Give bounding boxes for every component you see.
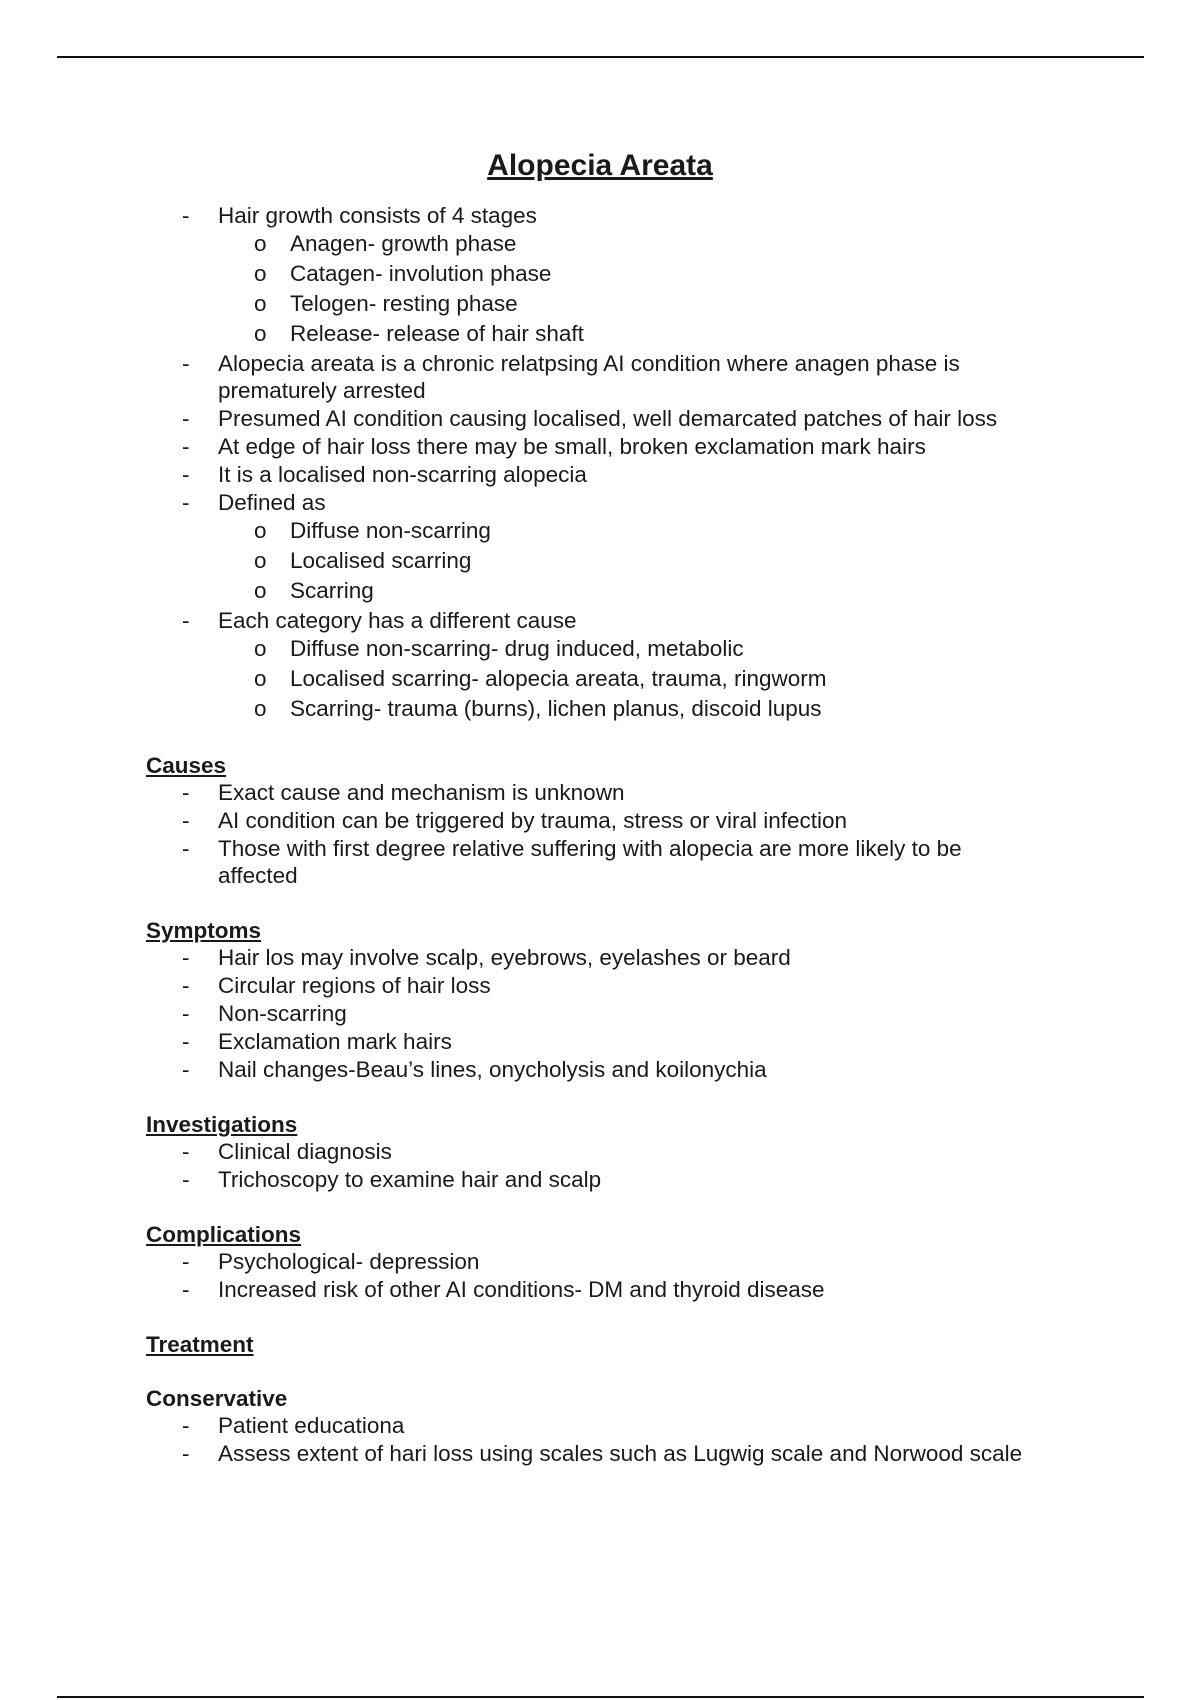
spacer: [146, 725, 1046, 752]
sub-list-item: o Release- release of hair shaft: [218, 320, 1046, 347]
list-item-text: Hair growth consists of 4 stages: [218, 203, 537, 228]
footer-rule: [57, 1696, 1144, 1698]
spacer: [146, 1358, 1046, 1385]
list-item: - Patient educationa: [146, 1412, 1046, 1439]
header-rule: [57, 56, 1144, 58]
spacer: [146, 890, 1046, 917]
intro-list: [146, 202, 1046, 722]
list-item: - Alopecia areata is a chronic relatpsing AI condition where anagen phase is prematurely arrested: [146, 350, 1046, 404]
list-item: [146, 489, 1046, 604]
treatment-heading: Treatment: [146, 1332, 254, 1357]
list-item: [146, 202, 1046, 347]
sub-list-item: o Diffuse non-scarring- drug induced, metabolic: [218, 635, 1046, 662]
spacer: [146, 1084, 1046, 1111]
sub-list-item: o Scarring- trauma (burns), lichen planus, discoid lupus: [218, 695, 1046, 722]
page-title: Alopecia Areata: [487, 149, 713, 182]
causes-list: [146, 779, 1046, 889]
list-item: - Exact cause and mechanism is unknown: [146, 779, 1046, 806]
sub-list-item: o Localised scarring- alopecia areata, trauma, ringworm: [218, 665, 1046, 692]
causes-heading: Causes: [146, 753, 227, 778]
list-item-text: Defined as: [218, 490, 326, 515]
list-item-text: Each category has a different cause: [218, 608, 577, 633]
sub-list-item: o Catagen- involution phase: [218, 260, 1046, 287]
list-item: - Increased risk of other AI conditions- DM and thyroid disease: [146, 1276, 1046, 1303]
conservative-list: [146, 1412, 1046, 1467]
sub-list: [218, 635, 1046, 722]
complications-list: [146, 1248, 1046, 1303]
investigations-heading: Investigations: [146, 1112, 298, 1137]
document-page: [146, 146, 1046, 1468]
symptoms-heading: Symptoms: [146, 918, 262, 943]
list-item: - Psychological- depression: [146, 1248, 1046, 1275]
list-item: - AI condition can be triggered by trauma, stress or viral infection: [146, 807, 1046, 834]
list-item: - Clinical diagnosis: [146, 1138, 1046, 1165]
conservative-heading: Conservative: [146, 1386, 288, 1411]
list-item: - Non-scarring: [146, 1000, 1046, 1027]
sub-list-item: o Localised scarring: [218, 547, 1046, 574]
list-item: - Nail changes-Beau’s lines, onycholysis and koilonychia: [146, 1056, 1046, 1083]
sub-list-item: o Scarring: [218, 577, 1046, 604]
list-item: - It is a localised non-scarring alopecia: [146, 461, 1046, 488]
sub-list-item: o Anagen- growth phase: [218, 230, 1046, 257]
list-item: - Assess extent of hari loss using scales such as Lugwig scale and Norwood scale: [146, 1440, 1046, 1467]
list-item: - Those with first degree relative suffering with alopecia are more likely to be affected: [146, 835, 1046, 889]
list-item: - At edge of hair loss there may be small, broken exclamation mark hairs: [146, 433, 1046, 460]
sub-list: [218, 517, 1046, 604]
list-item: - Trichoscopy to examine hair and scalp: [146, 1166, 1046, 1193]
symptoms-list: [146, 944, 1046, 1083]
list-item: - Presumed AI condition causing localised, well demarcated patches of hair loss: [146, 405, 1046, 432]
list-item: [146, 607, 1046, 722]
list-item: - Exclamation mark hairs: [146, 1028, 1046, 1055]
complications-heading: Complications: [146, 1222, 302, 1247]
sub-list-item: o Telogen- resting phase: [218, 290, 1046, 317]
sub-list: [218, 230, 1046, 347]
spacer: [146, 1304, 1046, 1331]
sub-list-item: o Diffuse non-scarring: [218, 517, 1046, 544]
list-item: - Hair los may involve scalp, eyebrows, eyelashes or beard: [146, 944, 1046, 971]
spacer: [146, 1194, 1046, 1221]
investigations-list: [146, 1138, 1046, 1193]
list-item: - Circular regions of hair loss: [146, 972, 1046, 999]
